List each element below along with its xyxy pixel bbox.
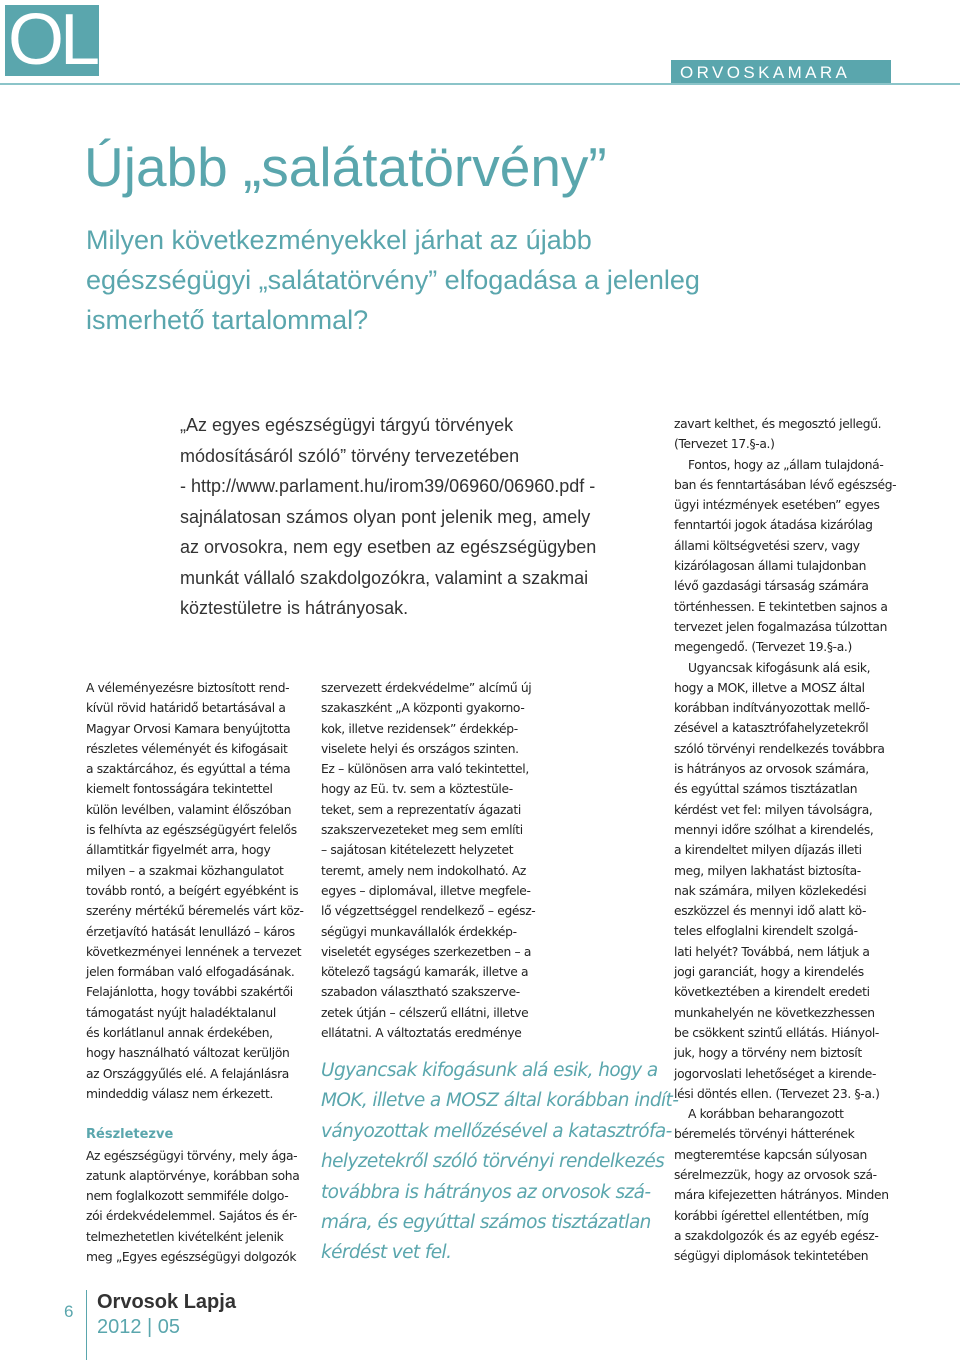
middle-column-line: szakaszként „A központi gyakorno- xyxy=(321,701,525,716)
magazine-logo: OL xyxy=(5,5,99,76)
right-column-line: mennyi időre szólhat a kirendelés, xyxy=(674,822,874,837)
right-column-line: a kirendeltet milyen díjazás illeti xyxy=(674,843,862,858)
right-column-line: zésével a katasztrófahelyzetekről xyxy=(674,721,869,736)
right-column-line: állami költségvetési szerv, vagy xyxy=(674,538,860,553)
lead-line: módosításáról szóló” törvény tervezetében xyxy=(180,445,520,466)
middle-column-line: Ez – különösen arra való tekintettel, xyxy=(321,762,529,777)
left-column-line: érzetjavító hatását lenullázó – káros xyxy=(86,924,295,939)
right-column-line: következtében a kirendelt eredeti xyxy=(674,985,870,1000)
right-column-line: munkahelyén ne következzhessen xyxy=(674,1005,875,1020)
pull-quote-line: mára, és egyúttal számos tisztázatlan xyxy=(321,1212,651,1234)
left-column-line: Felajánlotta, hogy további szakértői xyxy=(86,985,293,1000)
left-column-line: támogatást nyújt haladéktalanul xyxy=(86,1005,276,1020)
left-column-continuation-line: telmezhetetlen kivételként jelenik xyxy=(86,1229,284,1244)
left-column-line: szerény mértékű béremelés várt köz- xyxy=(86,904,304,919)
right-column-line: szóló törvényi rendelkezés továbbra xyxy=(674,741,885,756)
pull-quote-line: MOK, illetve a MOSZ által korábban indít- xyxy=(321,1090,679,1112)
right-column-line: (Tervezet 17.§-a.) xyxy=(674,437,775,452)
left-column-continuation-line: Az egészségügyi törvény, mely ága- xyxy=(86,1148,298,1163)
middle-column-line: szervezett érdekvédelme” alcímű új xyxy=(321,681,532,695)
middle-column-line: ellátatni. A változtatás eredménye xyxy=(321,1026,522,1041)
left-column-line: mindeddig válasz nem érkezett. xyxy=(86,1086,274,1101)
lead-line: az orvosokra, nem egy esetben az egészségügyben xyxy=(180,537,597,557)
right-column-line: hogy a MOK, illetve a MOSZ által xyxy=(674,680,865,695)
right-column-line: kérdést vet fel: milyen távolságra, xyxy=(674,802,873,817)
article-title: Újabb „salátatörvény” xyxy=(84,136,607,198)
article-subtitle: Milyen következményekkel járhat az újabb egészségügyi „salátatörvény” elfogadása a jelenleg ismerhető tartalommal? xyxy=(86,225,700,335)
middle-column-line: teket, sem a reprezentatív ágazati xyxy=(321,802,521,817)
right-column-line: ban és fenntartásában lévő egészség- xyxy=(674,477,897,492)
left-column-line: külön levélben, valamint élőszóban xyxy=(86,802,292,817)
left-column-line: következményei lennének a tervezet xyxy=(86,944,302,959)
right-column-line: és egyúttal számos tisztázatlan xyxy=(674,782,858,797)
middle-column-line: ségügyi munkavállalók érdekkép- xyxy=(321,924,517,939)
right-column-line: lati helyét? Továbbá, nem látjuk a xyxy=(674,944,870,959)
left-column-line: a szaktárcához, és egyúttal a téma xyxy=(86,762,291,777)
right-column-line: Ugyancsak kifogásunk alá esik, xyxy=(688,660,871,675)
middle-column-line: szakszervezeteket meg sem említi xyxy=(321,823,523,838)
right-column-line: korábbi ígérettel ellentétben, míg xyxy=(674,1208,869,1223)
lead-paragraph xyxy=(180,410,650,624)
left-column xyxy=(86,678,311,1267)
left-column-line: Magyar Orvosi Kamara benyújtotta xyxy=(86,721,291,736)
left-column-line: tovább rontó, a beígért egyébként is xyxy=(86,883,299,898)
left-column-body xyxy=(86,678,311,1104)
right-column-line: ségügyi diplomások tekintetében xyxy=(674,1249,869,1264)
left-column-continuation-line: zói érdekvédelemmel. Sajátos és ér- xyxy=(86,1209,298,1224)
left-column-continuation xyxy=(86,1146,311,1268)
left-column-line: és korlátlanul annak érdekében, xyxy=(86,1026,273,1041)
right-column xyxy=(674,414,902,1266)
middle-column-line: – sajátosan kitételezett helyzetet xyxy=(321,843,514,858)
left-column-continuation-line: zatunk alaptörvénye, korábban soha xyxy=(86,1168,300,1183)
middle-column-line: kok, illetve rezidensek” érdekkép- xyxy=(321,721,518,736)
right-column-line: kizárólagosan állami tulajdonban xyxy=(674,559,867,574)
middle-column-line: teremt, amely nem indokolható. Az xyxy=(321,863,527,878)
section-heading: Részletezve xyxy=(86,1127,174,1143)
left-column-line: részletes véleményét és kifogásait xyxy=(86,741,288,756)
page-number: 6 xyxy=(64,1302,74,1321)
left-column-line: hogy használható változat kerüljön xyxy=(86,1046,290,1061)
right-column-line: meg, milyen lakhatást biztosíta- xyxy=(674,863,861,878)
left-column-line: államtitkár figyelmét arra, hogy xyxy=(86,843,271,858)
pull-quote xyxy=(321,1056,679,1269)
left-column-line: kívül rövid határidő betartásával a xyxy=(86,701,286,716)
right-column-line: Fontos, hogy az „állam tulajdoná- xyxy=(688,457,884,472)
right-column-line: zavart kelthet, és megosztó jellegű. xyxy=(674,417,882,431)
right-column-line: be csökkent szintű ellátás. Hiányol- xyxy=(674,1025,880,1040)
right-column-line: tervezet jelen fogalmazása túlzottan xyxy=(674,619,888,634)
right-column-line: A korábban beharangozott xyxy=(688,1107,844,1122)
middle-column-line: viselete helyi és országos szinten. xyxy=(321,741,519,756)
left-column-line: kiemelt fontosságára tekintettel xyxy=(86,782,273,797)
left-column-line: az Országgyűlés elé. A felajánlásra xyxy=(86,1066,289,1081)
right-column-line: megteremtése kapcsán súlyosan xyxy=(674,1147,867,1162)
pull-quote-line: helyzetekről szóló törvényi rendelkezés xyxy=(321,1151,665,1173)
right-column-line: sérelmezzük, hogy az orvosok szá- xyxy=(674,1167,877,1182)
middle-column-line: zetek útján – célszerű ellátni, illetve xyxy=(321,1005,529,1020)
left-column-line: A véleményezésre biztosított rend- xyxy=(86,681,290,695)
section-label: ORVOSKAMARA xyxy=(680,63,851,82)
publication-name: Orvosok Lapja xyxy=(97,1291,236,1313)
pull-quote-line: továbbra is hátrányos az orvosok szá- xyxy=(321,1181,651,1203)
pull-quote-line: kérdést vet fel. xyxy=(321,1242,452,1264)
middle-column-line: hogy az Eü. tv. sem a köztestüle- xyxy=(321,782,513,797)
lead-line: munkát vállaló szakdolgozókra, valamint a szakmai xyxy=(180,567,589,588)
lead-line: „Az egyes egészségügyi tárgyú törvények xyxy=(180,415,514,435)
right-column-line: a szakdolgozók és az egyéb egész- xyxy=(674,1228,879,1243)
left-column-continuation-line: nem foglalkozott semmiféle dolgo- xyxy=(86,1189,289,1204)
right-column-line: korábban indítványozottak mellő- xyxy=(674,701,870,716)
middle-column-line: kötelező tagságú kamarák, illetve a xyxy=(321,965,529,980)
footer-rule xyxy=(86,1290,87,1360)
right-column-line: is hátrányos az orvosok számára, xyxy=(674,762,869,777)
right-column-line: lévő gazdasági társaság számára xyxy=(674,579,869,594)
right-column-line: jogi garanciát, hogy a kirendelés xyxy=(674,965,864,980)
lead-line: - http://www.parlament.hu/irom39/06960/06960.pdf - xyxy=(180,476,596,496)
right-column-line: ügyi intézmények esetében” egyes xyxy=(674,498,880,513)
right-column-line: nak számára, milyen közlekedési xyxy=(674,883,867,898)
middle-column-line: szabadon választható szakszerve- xyxy=(321,985,520,1000)
left-column-line: jelen formában való elfogadásának. xyxy=(86,965,295,980)
right-column-line: történhessen. E tekintetben sajnos a xyxy=(674,599,888,614)
right-column-line: lési döntés ellen. (Tervezet 23. §-a.) xyxy=(674,1086,880,1101)
middle-column xyxy=(321,678,551,1043)
middle-column-line: egyes – diplomával, illetve megfele- xyxy=(321,883,531,898)
issue-number: 2012 | 05 xyxy=(97,1316,181,1338)
right-column-line: teles elfoglalni kirendelt szolgá- xyxy=(674,924,858,939)
right-column-line: mára kifejezetten hátrányos. Minden xyxy=(674,1188,889,1203)
right-column-line: fenntartói jogok átadása kizárólag xyxy=(674,518,873,533)
left-column-line: milyen – a szakmai közhangulatot xyxy=(86,863,284,878)
right-column-line: juk, hogy a törvény nem biztosít xyxy=(674,1046,862,1061)
pull-quote-line: Ugyancsak kifogásunk alá esik, hogy a xyxy=(321,1060,658,1081)
right-column-line: béremelés törvényi hátterének xyxy=(674,1127,855,1142)
header-rule xyxy=(0,83,960,85)
right-column-line: megengedő. (Tervezet 19.§-a.) xyxy=(674,640,852,655)
left-column-continuation-line: meg „Egyes egészségügyi dolgozók xyxy=(86,1250,297,1265)
pull-quote-line: ványozottak mellőzésével a katasztrófa- xyxy=(321,1120,672,1142)
right-column-line: jogorvoslati lehetőséget a kirende- xyxy=(674,1066,877,1081)
middle-column-line: lő végzettséggel rendelkező – egész- xyxy=(321,904,536,919)
lead-line: sajnálatosan számos olyan pont jelenik meg, amely xyxy=(180,506,591,527)
left-column-line: is felhívta az egészségügyért felelős xyxy=(86,823,297,838)
middle-column-line: viseletét egységes szerkezetben – a xyxy=(321,944,532,959)
lead-line: köztestületre is hátrányosak. xyxy=(180,598,409,618)
right-column-line: eszközzel és mennyi idő alatt kö- xyxy=(674,904,867,919)
